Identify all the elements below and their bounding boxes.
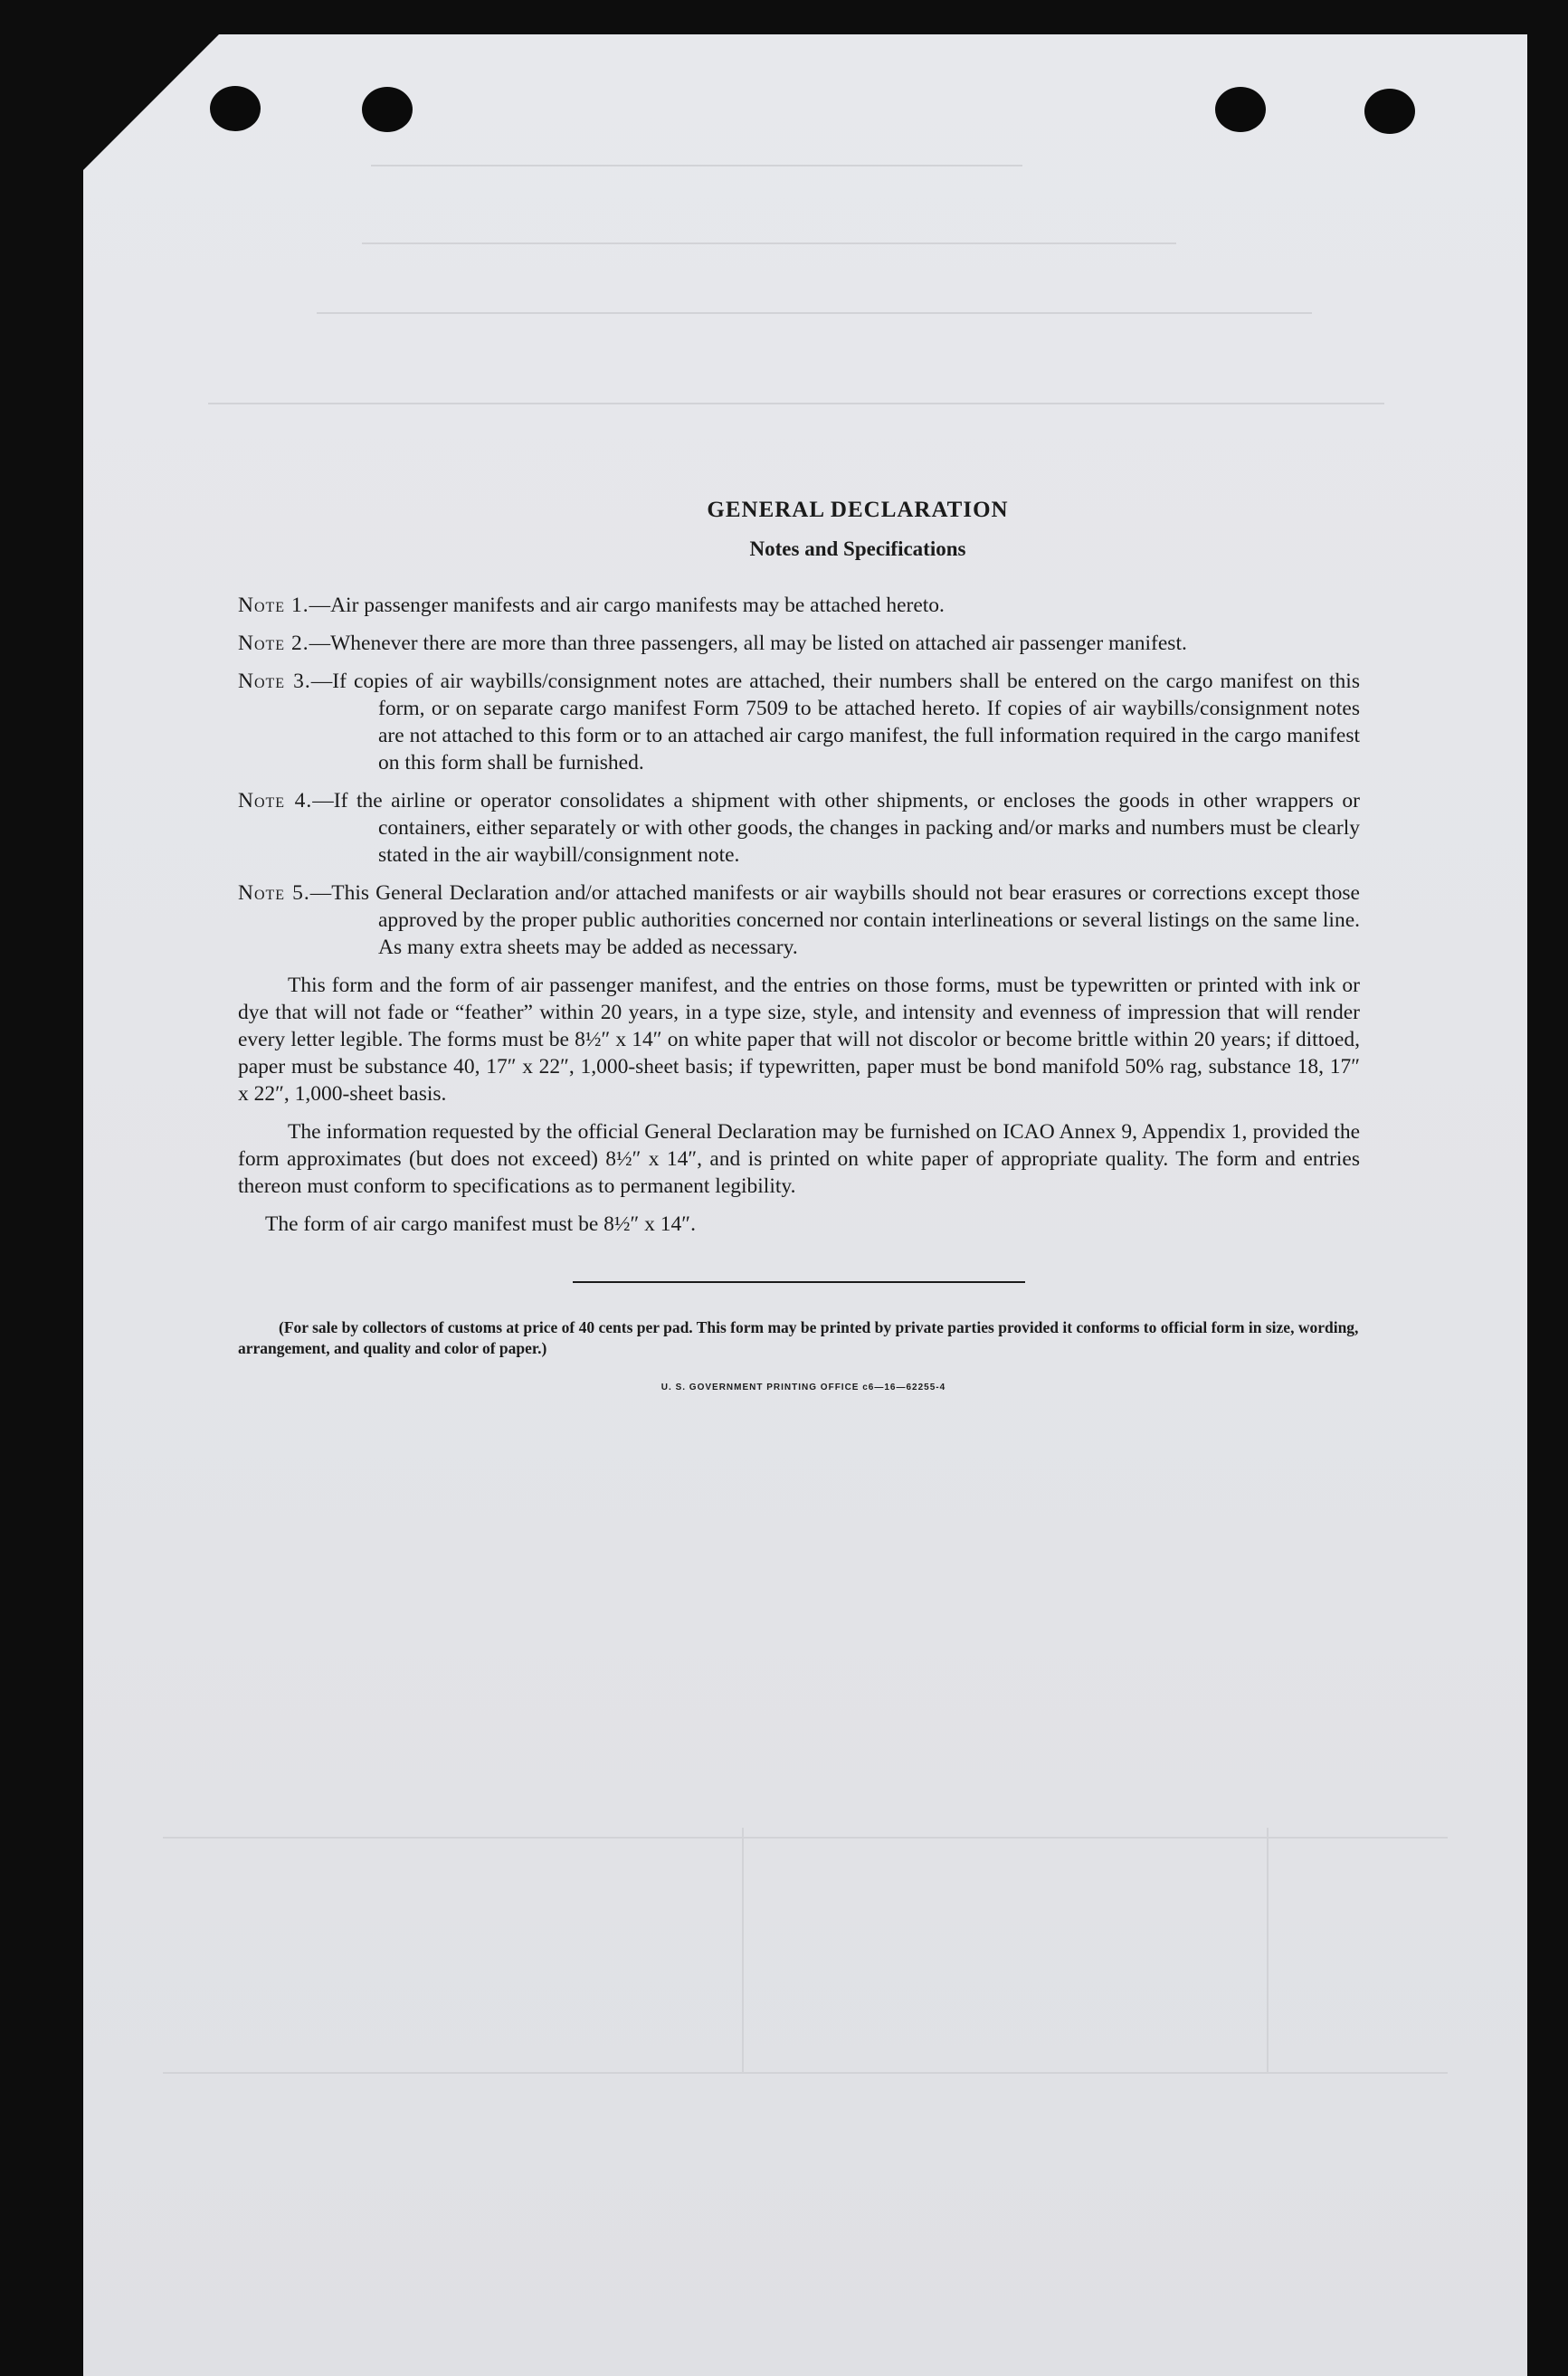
bleed-through-line [371, 165, 1022, 166]
note-2 [238, 630, 1360, 657]
folded-corner [83, 34, 219, 170]
note-4 [238, 787, 1360, 869]
bleed-through-line [163, 1837, 1448, 1839]
note-text: —If copies of air waybills/consignment notes are attached, their numbers shall be entered on the cargo manifest on this form, or on separate cargo manifest Form 7509 to be attached hereto. If copies of air waybills/consignment notes are not attached to this form or to an attached air cargo manifest, the full information required in the cargo manifest on this form shall be furnished. [310, 670, 1360, 775]
page-title: GENERAL DECLARATION [707, 498, 1009, 522]
paragraph-legibility: This form and the form of air passenger manifest, and the entries on those forms, must be typewritten or printed with ink or dye that will not fade or “feather” within 20 years, in a type size, style, and intensity and evenness of impression that will render every letter legible. The forms must be 8½″ x 14″ on white paper that will not discolor or become brittle within 20 years; if dittoed, paper must be substance 40, 17″ x 22″, 1,000-sheet basis; if typewritten, paper must be bond manifold 50% rag, substance 18, 17″ x 22″, 1,000-sheet basis. [238, 974, 1360, 1106]
note-text: —Whenever there are more than three passengers, all may be listed on attached air passenger manifest. [309, 632, 1187, 655]
bleed-through-line [362, 242, 1176, 244]
paragraph-cargo-manifest-size: The form of air cargo manifest must be 8½″ x 14″. [265, 1212, 696, 1236]
note-label: Note 4. [238, 789, 313, 813]
punch-hole-1 [210, 86, 261, 131]
bleed-through-line [317, 312, 1312, 314]
note-text: —This General Declaration and/or attached manifests or air waybills should not bear erasures or corrections except those approved by the proper public authorities concerned nor contain interlineations or several listings on the same line. As many extra sheets may be added as necessary. [309, 881, 1360, 959]
note-label: Note 3. [238, 670, 311, 693]
note-3 [238, 668, 1360, 776]
note-text: —If the airline or operator consolidates a shipment with other shipments, or encloses the goods in other wrappers or containers, either separately or with other goods, the changes in packing and/or marks and numbers must be clearly stated in the air waybill/consignment note. [312, 789, 1361, 867]
note-label: Note 5. [238, 881, 310, 905]
punch-hole-3 [1215, 87, 1266, 132]
paragraph-icao: The information requested by the official General Declaration may be furnished on ICAO Annex 9, Appendix 1, provided the form approximates (but does not exceed) 8½″ x 14″, and is printed on white paper of appropriate quality. The form and entries thereon must conform to specifications as to permanent legibility. [238, 1120, 1360, 1198]
note-5 [238, 879, 1360, 961]
sale-footnote: (For sale by collectors of customs at price of 40 cents per pad. This form may be printed by private parties provided it conforms to official form in size, wording, arrangement, and quality and color of paper.) [238, 1318, 1359, 1357]
printing-office-imprint: U. S. GOVERNMENT PRINTING OFFICE c6—16—62255-4 [660, 1383, 946, 1392]
bleed-through-line [163, 2072, 1448, 2074]
divider-rule [573, 1281, 1025, 1283]
note-label: Note 1. [238, 594, 309, 617]
note-label: Note 2. [238, 632, 309, 655]
punch-hole-4 [1364, 89, 1415, 134]
bleed-through-line [742, 1828, 744, 2072]
bleed-through-line [208, 403, 1384, 404]
punch-hole-2 [362, 87, 413, 132]
note-text: —Air passenger manifests and air cargo manifests may be attached hereto. [309, 594, 945, 617]
note-1 [238, 592, 1360, 619]
bleed-through-line [1267, 1828, 1269, 2072]
declaration-content [238, 498, 1360, 1392]
page-subtitle: Notes and Specifications [749, 537, 966, 560]
